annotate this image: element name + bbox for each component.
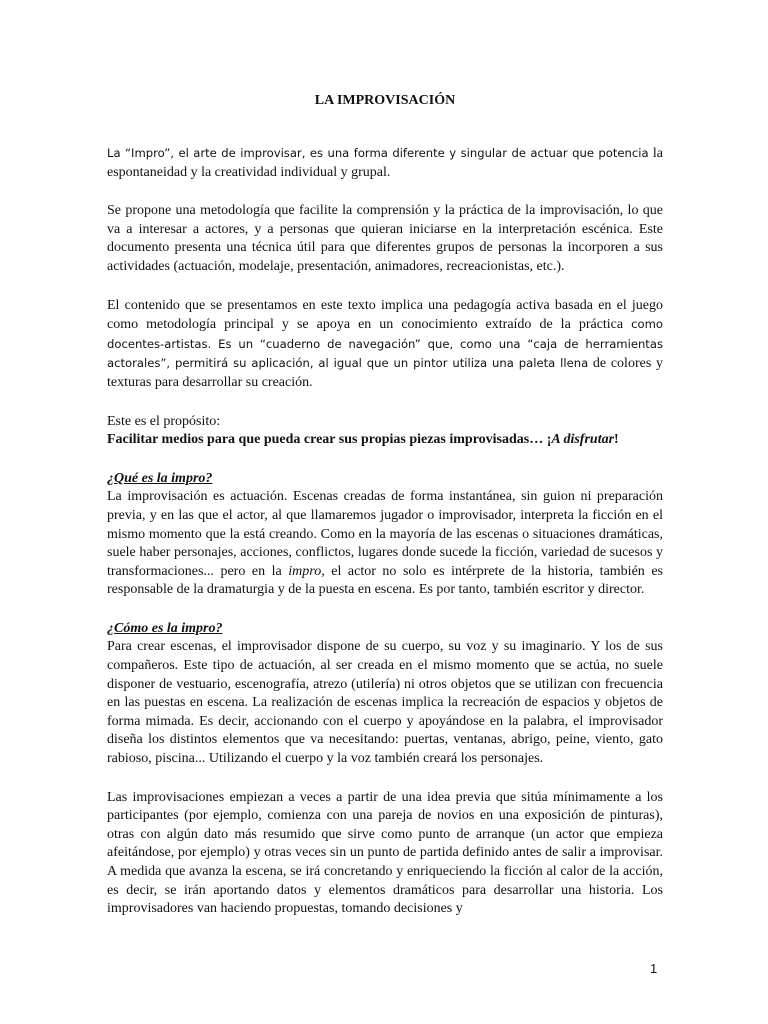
- heading-what-is-impro: ¿Qué es la impro?: [107, 470, 213, 486]
- intro-line-serif: la espontaneidad y la creatividad individual y grupal.: [107, 146, 663, 180]
- what-italic: impro: [288, 563, 322, 579]
- paragraph-methodology: Se propone una metodología que facilite la comprensión y la práctica de la improvisación, lo que va a interesar a actores, y a personas que quieran iniciarse en la interpretación escénica. Este documento presenta una técnica útil para que diferentes grupos de personas la incorporen a sus actividades (actuación, modelaje, presentación, animadores, recreacionistas, etc.).: [107, 203, 663, 274]
- document-title: LA IMPROVISACIÓN: [314, 93, 456, 108]
- what-part-2: , el actor no solo es intérprete de la historia, también es responsable de la dramaturgia y de la puesta en escena. Es por tanto, también escritor y director.: [107, 563, 663, 598]
- paragraph-intro: [107, 144, 663, 182]
- purpose-statement: [107, 431, 663, 450]
- intro-line-sans: La “Impro”, el arte de improvisar, es una forma diferente y singular de actuar que potencia: [107, 146, 649, 160]
- paragraph-how-is-impro: Para crear escenas, el improvisador dispone de su cuerpo, su voz y su imaginario. Y los de sus compañeros. Este tipo de actuación, al ser creada en el mismo momento que se actúa, no suele disponer de vestuario, escenografía, atrezo (utilería) ni otros objetos que se utilizan con frecuencia en las puestas en escena. La realización de escenas implica la recreación de espacios y objetos de forma mimada. Es decir, accionando con el cuerpo y apoyándose en la palabra, el improvisador diseña los distintos elementos que va necesitando: puertas, ventanas, abrigo, peine, viento, gato rabioso, piscina... Utilizando el cuerpo y la voz también creará los personajes.: [107, 639, 663, 767]
- purpose-italic: A disfrutar: [551, 432, 615, 448]
- paragraph-improvisations: Las improvisaciones empiezan a veces a partir de una idea previa que sitúa mínimamente a los participantes (por ejemplo, comienza con una pareja de novios en una exposición de pinturas), otras con algún dato más resumido que sirve como punto de arranque (un actor que empieza afeitándose, por ejemplo) y otras veces sin un punto de partida definido antes de salir a improvisar. A medida que avanza la escena, se irá concretando y enriqueciendo la ficción al calor de la acción, es decir, se irán aportando datos y elementos dramáticos para desarrollar una historia. Los improvisadores van haciendo propuestas, tomando decisiones y: [107, 789, 663, 917]
- paragraph-what-is-impro: [107, 488, 663, 600]
- purpose-end: !: [614, 432, 619, 448]
- content-part-2-sans: como docentes-artistas. Es un “cuaderno de navegación” que, como una “caja de herramientas actorales”, permitirá su aplicación, al igual que un pintor utiliza una paleta llena: [107, 317, 664, 371]
- page-number: 1: [650, 961, 658, 976]
- content-part-1: El contenido que se presentamos en este texto implica una pedagogía activa basada en el juego como metodología principal y se apoya en un conocimiento extraído de la práctica: [107, 297, 663, 333]
- paragraph-content: [107, 297, 663, 393]
- what-part-1: La improvisación es actuación. Escenas creadas de forma instantánea, sin guion ni preparación previa, y en las que el actor, al que llamaremos jugador o improvisador, interpreta la ficción en el mismo momento que la está creando. Como en la mayoría de las escenas o situaciones dramáticas, suele haber personajes, acciones, conflictos, lugares donde sucede la ficción, variedad de sucesos y transformaciones... pero en la: [107, 489, 663, 579]
- purpose-text: Facilitar medios para que pueda crear sus propias piezas improvisadas… ¡: [107, 432, 552, 448]
- content-part-3: de colores y texturas para desarrollar su creación.: [107, 356, 663, 390]
- heading-how-is-impro: ¿Cómo es la impro?: [107, 620, 223, 636]
- document-page: [107, 92, 663, 919]
- purpose-intro: Este es el propósito:: [107, 413, 221, 429]
